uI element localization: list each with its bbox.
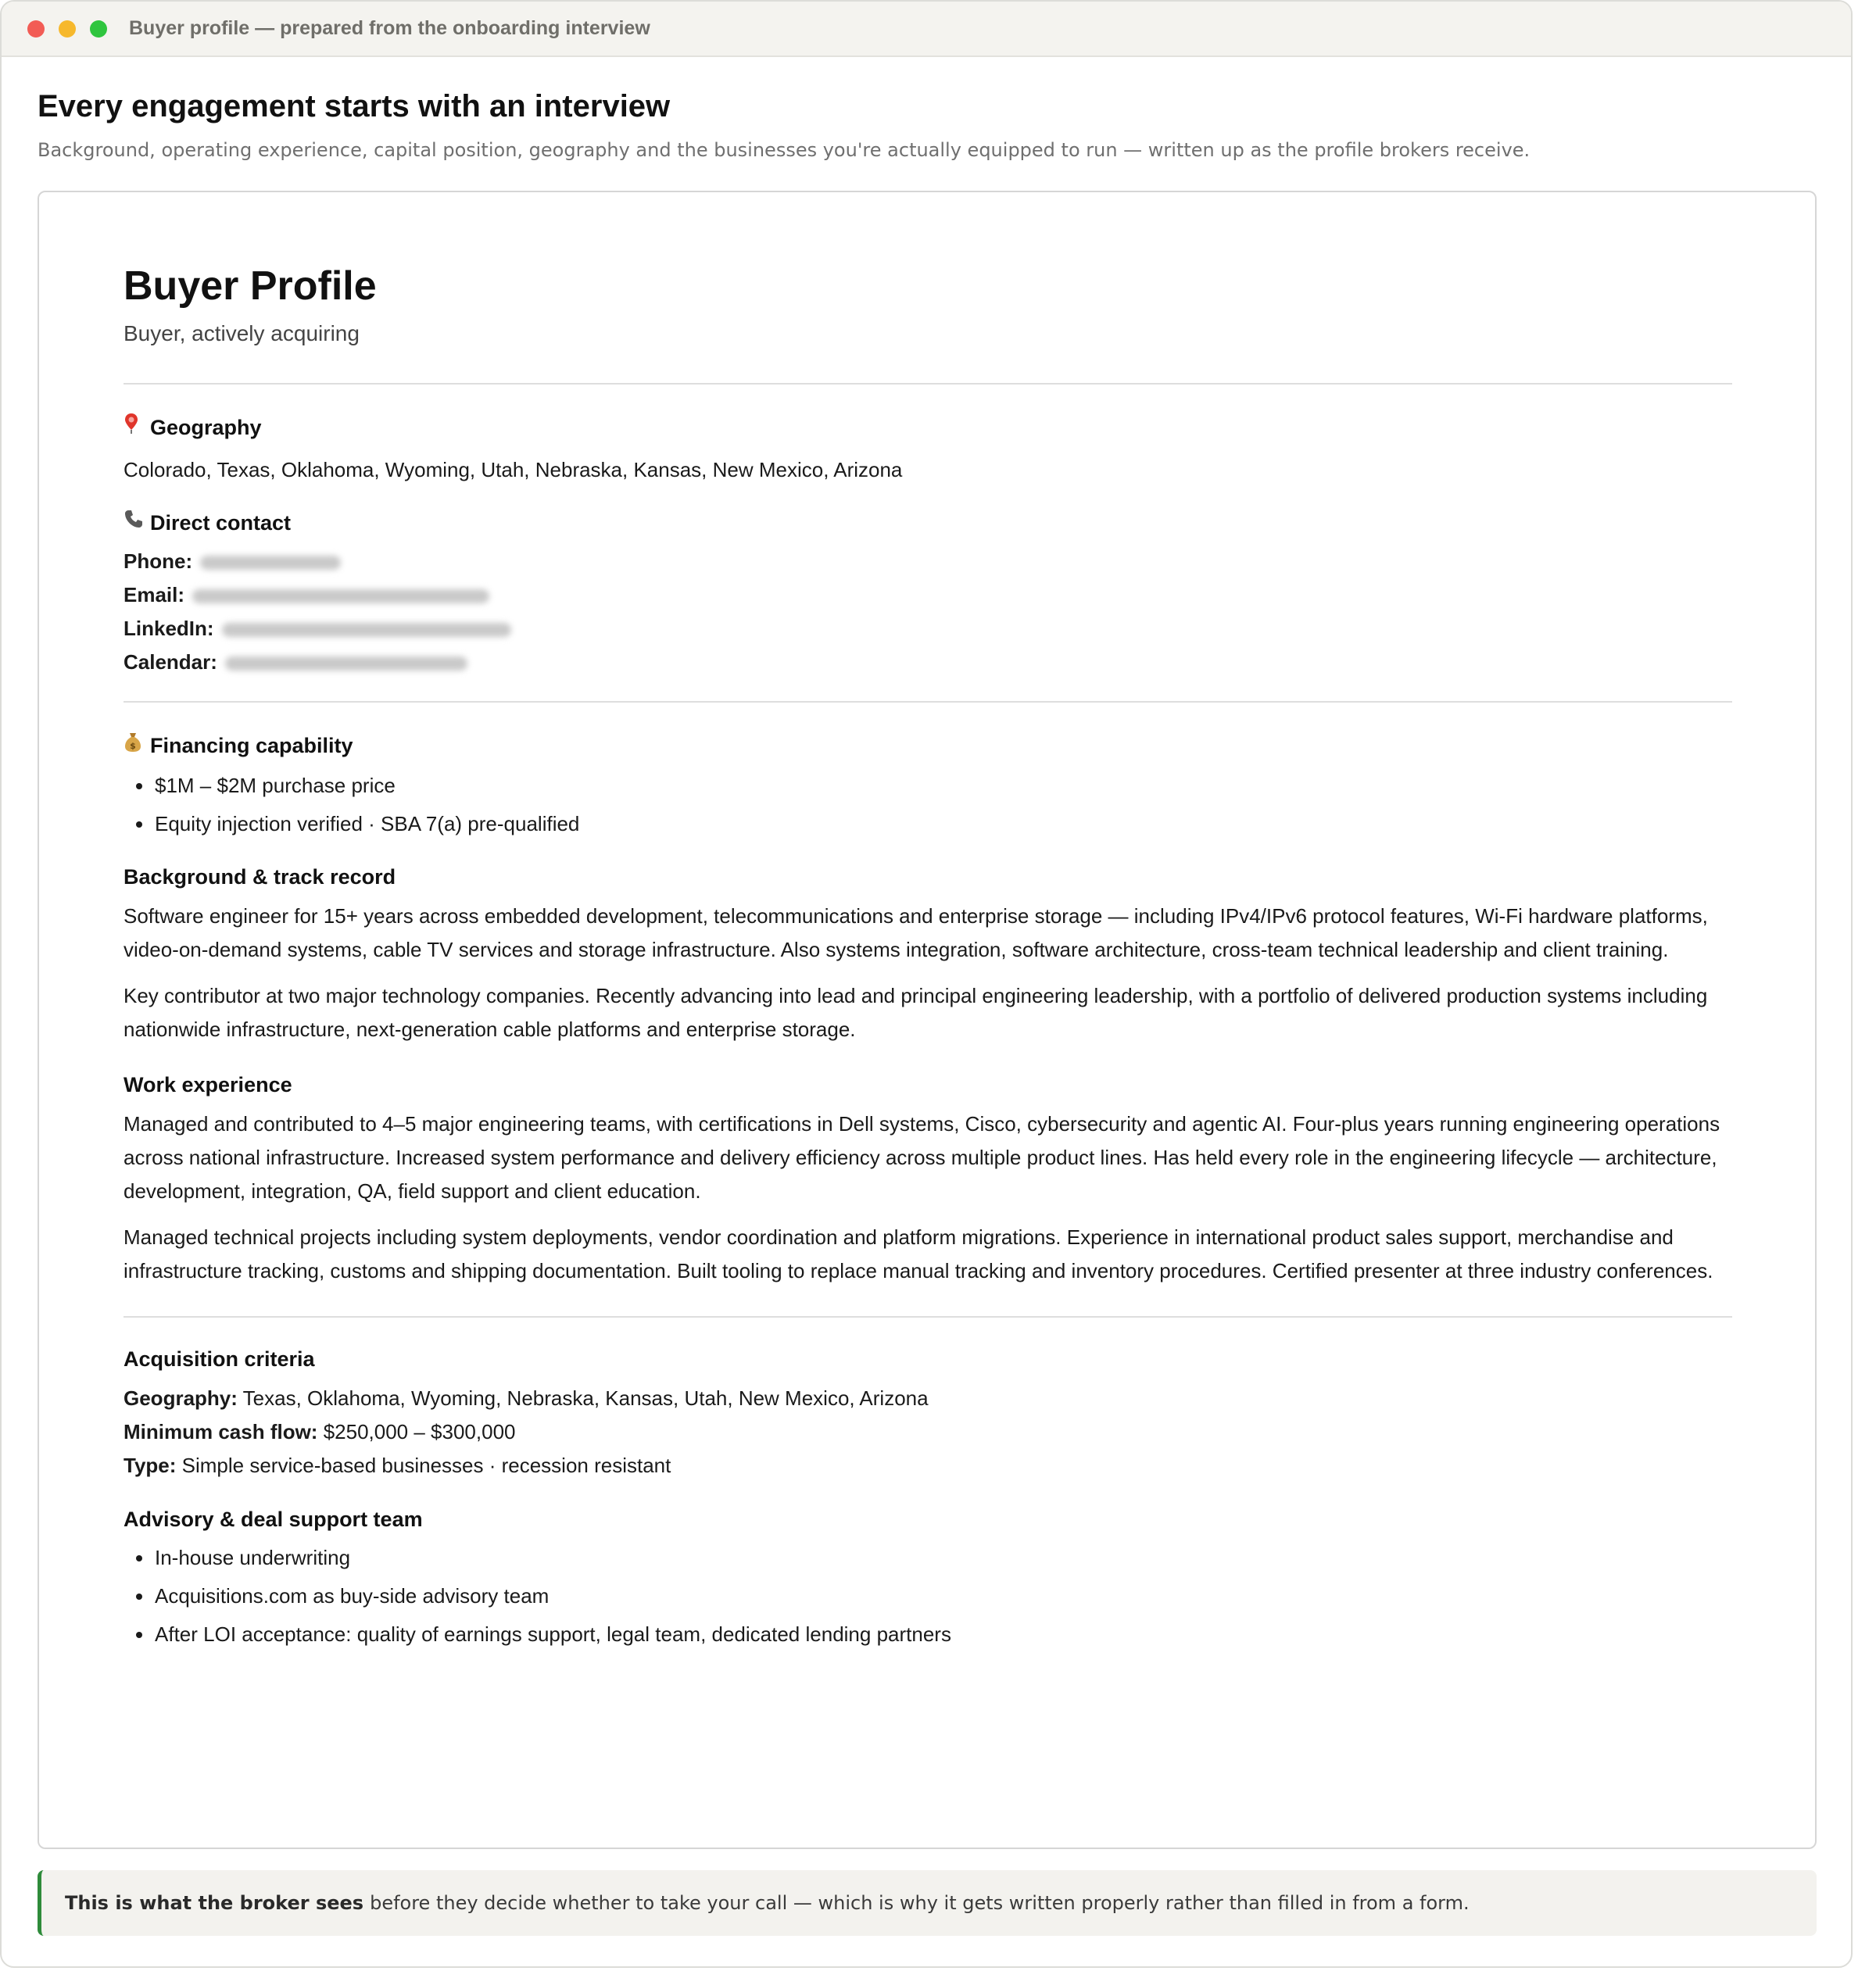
- geography-heading-label: Geography: [150, 416, 262, 439]
- page-subtitle: Background, operating experience, capital position, geography and the businesses you're actually equipped to run — written up as the profile brokers receive.: [38, 139, 1531, 161]
- email-label: Email:: [124, 583, 185, 606]
- criteria-cashflow-value: $250,000 – $300,000: [317, 1420, 516, 1443]
- calendar-value-redacted: [225, 656, 467, 671]
- financing-heading: [124, 731, 1732, 760]
- criteria-type: [124, 1449, 1732, 1483]
- list-item: In-house underwriting: [155, 1539, 1732, 1577]
- background-heading: Background & track record: [124, 865, 396, 889]
- criteria-geography-label: Geography:: [124, 1386, 238, 1410]
- linkedin-value-redacted: [222, 623, 511, 637]
- advisory-heading: Advisory & deal support team: [124, 1508, 423, 1531]
- background-paragraph: Key contributor at two major technology companies. Recently advancing into lead and principal engineering leadership, with a portfolio of delivered production systems including nationwide infrastructure, next-generation cable platforms and enterprise storage.: [124, 984, 1708, 1041]
- financing-list: [124, 767, 1732, 843]
- svg-text:$: $: [130, 741, 136, 751]
- close-window-button[interactable]: [27, 20, 45, 38]
- criteria-type-value: Simple service-based businesses · recession resistant: [176, 1454, 671, 1477]
- list-item: Acquisitions.com as buy-side advisory team: [155, 1577, 1732, 1615]
- profile-title: Buyer Profile: [124, 263, 377, 309]
- money-bag-icon: [124, 731, 147, 760]
- divider: [124, 701, 1732, 703]
- work-paragraph: Managed and contributed to 4–5 major engineering teams, with certifications in Dell systems, Cisco, cybersecurity and agentic AI. Four-plus years running engineering operations across national infrastructure. Increased system performance and delivery efficiency across multiple product lines. Has held every role in the engineering lifecycle — architecture, development, integration, QA, field support and client education.: [124, 1112, 1720, 1203]
- work-paragraph: Managed technical projects including system deployments, vendor coordination and platform migrations. Experience in international product sales support, merchandise and infrastructure tracking, customs and shipping documentation. Built tooling to replace manual tracking and inventory procedures. Certified presenter at three industry conferences.: [124, 1225, 1713, 1282]
- financing-heading-label: Financing capability: [150, 734, 353, 757]
- divider: [124, 1316, 1732, 1318]
- criteria-geography: [124, 1382, 1732, 1415]
- broker-note-bold: This is what the broker sees: [65, 1892, 364, 1914]
- criteria-geography-value: Texas, Oklahoma, Wyoming, Nebraska, Kansas, Utah, New Mexico, Arizona: [237, 1386, 929, 1410]
- phone-value-redacted: [200, 556, 341, 570]
- page-title: Every engagement starts with an interview: [38, 89, 671, 123]
- criteria-cashflow: [124, 1415, 1732, 1449]
- contact-phone: [124, 545, 1732, 578]
- profile-subtitle: Buyer, actively acquiring: [124, 321, 360, 345]
- profile-card: [38, 191, 1817, 1849]
- list-item: After LOI acceptance: quality of earnings support, legal team, dedicated lending partners: [155, 1615, 1732, 1654]
- window-title: Buyer profile — prepared from the onboarding interview: [129, 17, 650, 39]
- criteria-type-label: Type:: [124, 1454, 177, 1477]
- calendar-label: Calendar:: [124, 650, 217, 674]
- list-item: Equity injection verified · SBA 7(a) pre-qualified: [155, 805, 1732, 843]
- advisory-list: [124, 1539, 1732, 1654]
- contact-email: [124, 578, 1732, 612]
- divider: [124, 383, 1732, 385]
- geography-text: Colorado, Texas, Oklahoma, Wyoming, Utah, Nebraska, Kansas, New Mexico, Arizona: [124, 458, 903, 481]
- maximize-window-button[interactable]: [90, 20, 107, 38]
- list-item: $1M – $2M purchase price: [155, 767, 1732, 805]
- profile-content: [124, 263, 1732, 1654]
- background-paragraph: Software engineer for 15+ years across embedded development, telecommunications and enterprise storage — including IPv4/IPv6 protocol features, Wi-Fi hardware platforms, video-on-demand systems, cable TV services and storage infrastructure. Also systems integration, software architecture, cross-team technical leadership and client training.: [124, 904, 1708, 961]
- minimize-window-button[interactable]: [59, 20, 76, 38]
- work-heading: Work experience: [124, 1073, 292, 1096]
- email-value-redacted: [192, 589, 489, 603]
- criteria-heading: Acquisition criteria: [124, 1347, 315, 1371]
- contact-heading: [124, 509, 1732, 537]
- criteria-cashflow-label: Minimum cash flow:: [124, 1420, 318, 1443]
- geography-heading: [124, 413, 1732, 442]
- linkedin-label: LinkedIn:: [124, 617, 214, 640]
- title-bar: [2, 2, 1851, 57]
- criteria-list: [124, 1382, 1732, 1483]
- broker-note-text: before they decide whether to take your call — which is why it gets written properly rather than filled in from a form.: [370, 1892, 1470, 1914]
- phone-icon: [124, 509, 147, 537]
- pin-icon: [124, 413, 147, 442]
- phone-label: Phone:: [124, 549, 193, 573]
- broker-note: [38, 1870, 1817, 1936]
- contact-heading-label: Direct contact: [150, 511, 292, 535]
- contact-calendar: [124, 646, 1732, 679]
- contact-list: [124, 545, 1732, 679]
- contact-linkedin: [124, 612, 1732, 646]
